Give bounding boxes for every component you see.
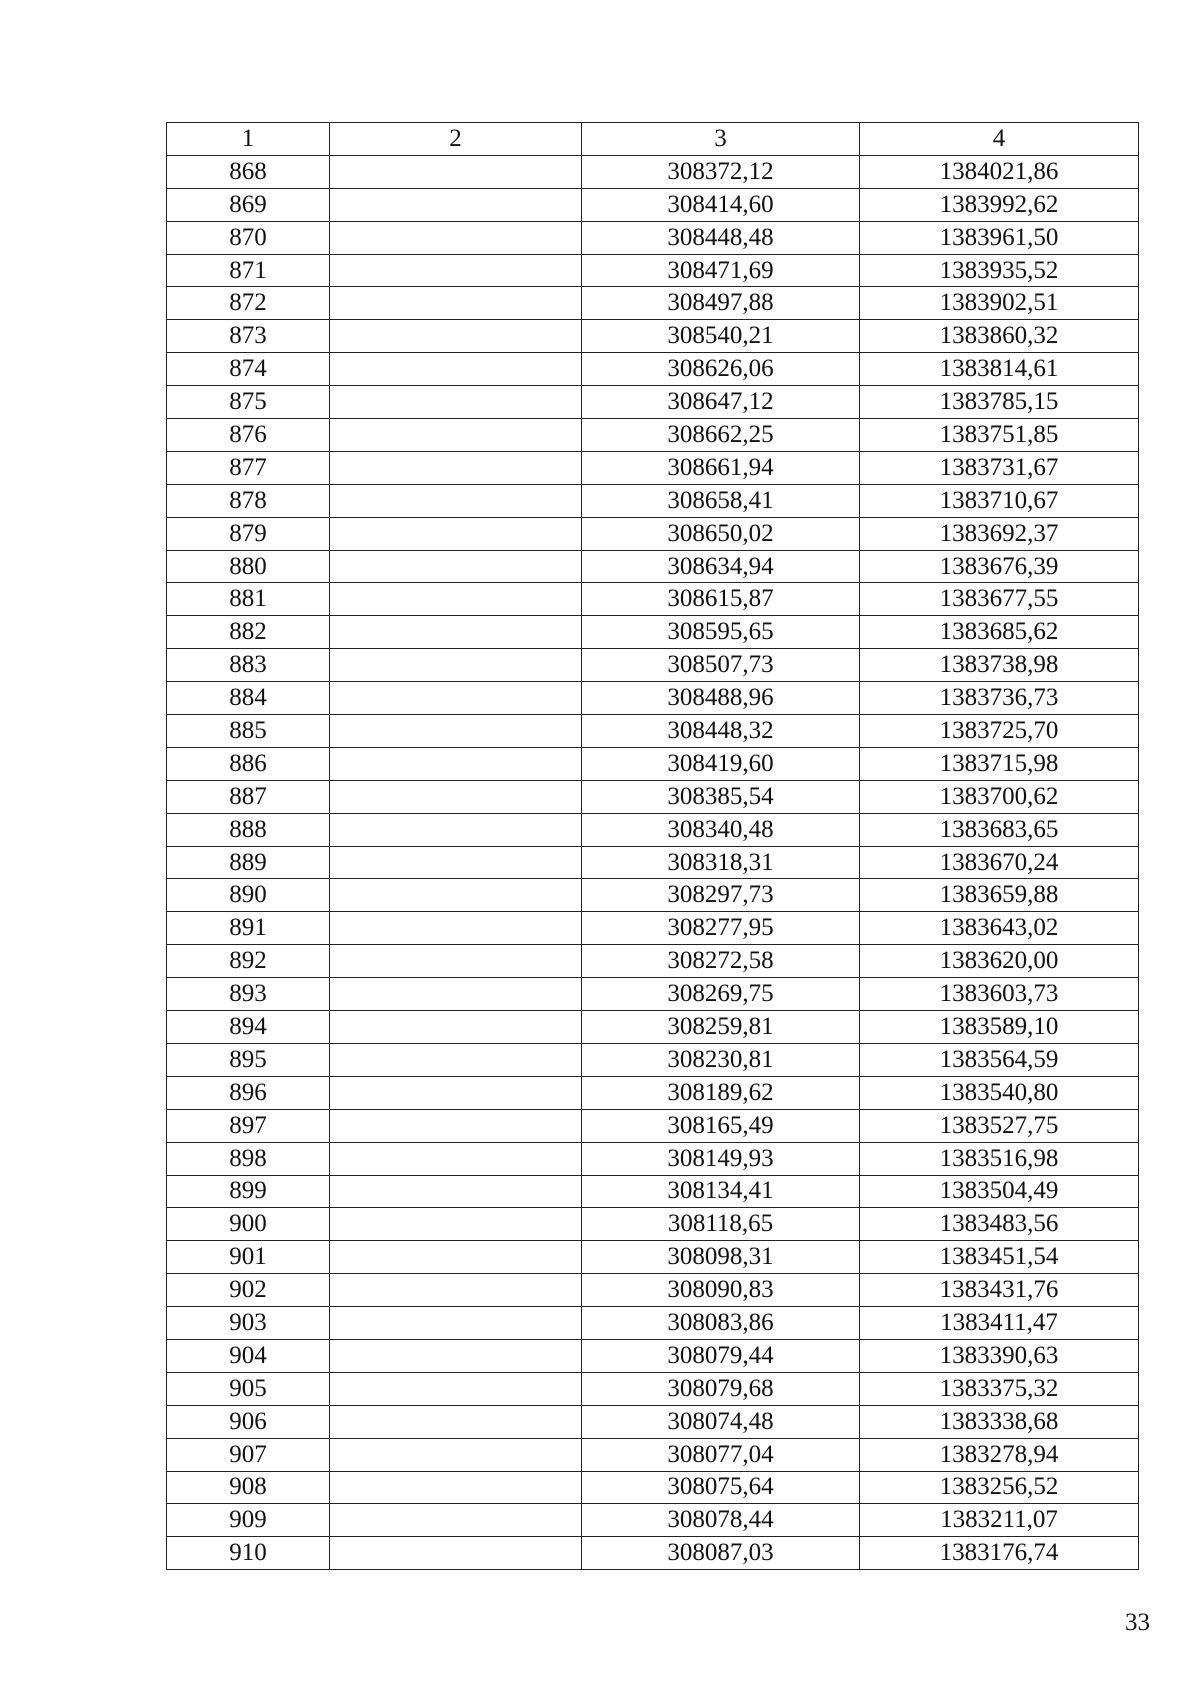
x-coordinate-cell: 308540,21 <box>582 320 860 353</box>
description-cell <box>330 583 582 616</box>
y-coordinate-cell: 1383961,50 <box>860 221 1139 254</box>
point-number-cell: 908 <box>167 1471 330 1504</box>
y-coordinate-cell: 1383390,63 <box>860 1339 1139 1372</box>
y-coordinate-cell: 1383540,80 <box>860 1076 1139 1109</box>
table-row <box>167 451 1139 484</box>
y-coordinate-cell: 1383527,75 <box>860 1109 1139 1142</box>
table-row <box>167 649 1139 682</box>
point-number-cell: 878 <box>167 484 330 517</box>
column-header-3: 3 <box>582 123 860 156</box>
page-number: 33 <box>1125 1609 1150 1636</box>
y-coordinate-cell: 1383211,07 <box>860 1504 1139 1537</box>
table-row <box>167 1241 1139 1274</box>
description-cell <box>330 879 582 912</box>
point-number-cell: 870 <box>167 221 330 254</box>
x-coordinate-cell: 308634,94 <box>582 550 860 583</box>
table-row <box>167 682 1139 715</box>
y-coordinate-cell: 1383725,70 <box>860 715 1139 748</box>
table-row <box>167 386 1139 419</box>
table-row <box>167 1142 1139 1175</box>
y-coordinate-cell: 1383785,15 <box>860 386 1139 419</box>
description-cell <box>330 287 582 320</box>
x-coordinate-cell: 308318,31 <box>582 846 860 879</box>
x-coordinate-cell: 308087,03 <box>582 1537 860 1570</box>
x-coordinate-cell: 308090,83 <box>582 1274 860 1307</box>
point-number-cell: 903 <box>167 1307 330 1340</box>
x-coordinate-cell: 308488,96 <box>582 682 860 715</box>
description-cell <box>330 517 582 550</box>
description-cell <box>330 484 582 517</box>
x-coordinate-cell: 308277,95 <box>582 912 860 945</box>
table-row <box>167 287 1139 320</box>
description-cell <box>330 616 582 649</box>
x-coordinate-cell: 308118,65 <box>582 1208 860 1241</box>
description-cell <box>330 353 582 386</box>
table-row <box>167 1043 1139 1076</box>
x-coordinate-cell: 308075,64 <box>582 1471 860 1504</box>
table-row <box>167 780 1139 813</box>
y-coordinate-cell: 1383992,62 <box>860 188 1139 221</box>
y-coordinate-cell: 1383676,39 <box>860 550 1139 583</box>
x-coordinate-cell: 308297,73 <box>582 879 860 912</box>
point-number-cell: 902 <box>167 1274 330 1307</box>
x-coordinate-cell: 308662,25 <box>582 419 860 452</box>
y-coordinate-cell: 1383814,61 <box>860 353 1139 386</box>
table-row <box>167 1175 1139 1208</box>
y-coordinate-cell: 1383256,52 <box>860 1471 1139 1504</box>
y-coordinate-cell: 1383620,00 <box>860 945 1139 978</box>
x-coordinate-cell: 308471,69 <box>582 254 860 287</box>
table-row <box>167 254 1139 287</box>
x-coordinate-cell: 308340,48 <box>582 813 860 846</box>
y-coordinate-cell: 1383700,62 <box>860 780 1139 813</box>
description-cell <box>330 1208 582 1241</box>
y-coordinate-cell: 1383564,59 <box>860 1043 1139 1076</box>
description-cell <box>330 978 582 1011</box>
table-row <box>167 353 1139 386</box>
coordinates-table <box>166 122 1139 1570</box>
description-cell <box>330 1142 582 1175</box>
point-number-cell: 894 <box>167 1011 330 1044</box>
point-number-cell: 883 <box>167 649 330 682</box>
table-row <box>167 945 1139 978</box>
table-row <box>167 517 1139 550</box>
y-coordinate-cell: 1383710,67 <box>860 484 1139 517</box>
x-coordinate-cell: 308448,32 <box>582 715 860 748</box>
y-coordinate-cell: 1383278,94 <box>860 1438 1139 1471</box>
point-number-cell: 896 <box>167 1076 330 1109</box>
table-row <box>167 155 1139 188</box>
table-row <box>167 1471 1139 1504</box>
column-header-2: 2 <box>330 123 582 156</box>
table-row <box>167 1504 1139 1537</box>
point-number-cell: 880 <box>167 550 330 583</box>
table-row <box>167 978 1139 1011</box>
point-number-cell: 891 <box>167 912 330 945</box>
description-cell <box>330 1372 582 1405</box>
y-coordinate-cell: 1383731,67 <box>860 451 1139 484</box>
table-row <box>167 1438 1139 1471</box>
x-coordinate-cell: 308650,02 <box>582 517 860 550</box>
y-coordinate-cell: 1383685,62 <box>860 616 1139 649</box>
point-number-cell: 887 <box>167 780 330 813</box>
x-coordinate-cell: 308259,81 <box>582 1011 860 1044</box>
description-cell <box>330 386 582 419</box>
column-header-4: 4 <box>860 123 1139 156</box>
x-coordinate-cell: 308149,93 <box>582 1142 860 1175</box>
point-number-cell: 874 <box>167 353 330 386</box>
y-coordinate-cell: 1383516,98 <box>860 1142 1139 1175</box>
point-number-cell: 910 <box>167 1537 330 1570</box>
x-coordinate-cell: 308615,87 <box>582 583 860 616</box>
description-cell <box>330 846 582 879</box>
description-cell <box>330 1438 582 1471</box>
y-coordinate-cell: 1383751,85 <box>860 419 1139 452</box>
description-cell <box>330 1504 582 1537</box>
table-row <box>167 1109 1139 1142</box>
table-row <box>167 1372 1139 1405</box>
point-number-cell: 882 <box>167 616 330 649</box>
description-cell <box>330 419 582 452</box>
table-row <box>167 1405 1139 1438</box>
table-row <box>167 1274 1139 1307</box>
x-coordinate-cell: 308269,75 <box>582 978 860 1011</box>
table-row <box>167 813 1139 846</box>
y-coordinate-cell: 1383692,37 <box>860 517 1139 550</box>
y-coordinate-cell: 1383902,51 <box>860 287 1139 320</box>
table-body <box>167 155 1139 1569</box>
point-number-cell: 895 <box>167 1043 330 1076</box>
table-row <box>167 1076 1139 1109</box>
description-cell <box>330 1274 582 1307</box>
point-number-cell: 898 <box>167 1142 330 1175</box>
description-cell <box>330 1405 582 1438</box>
point-number-cell: 901 <box>167 1241 330 1274</box>
description-cell <box>330 320 582 353</box>
column-header-1: 1 <box>167 123 330 156</box>
point-number-cell: 886 <box>167 747 330 780</box>
x-coordinate-cell: 308272,58 <box>582 945 860 978</box>
table-row <box>167 221 1139 254</box>
description-cell <box>330 1076 582 1109</box>
point-number-cell: 868 <box>167 155 330 188</box>
y-coordinate-cell: 1383683,65 <box>860 813 1139 846</box>
point-number-cell: 877 <box>167 451 330 484</box>
description-cell <box>330 945 582 978</box>
table-row <box>167 715 1139 748</box>
x-coordinate-cell: 308419,60 <box>582 747 860 780</box>
description-cell <box>330 1043 582 1076</box>
point-number-cell: 869 <box>167 188 330 221</box>
description-cell <box>330 254 582 287</box>
point-number-cell: 885 <box>167 715 330 748</box>
point-number-cell: 899 <box>167 1175 330 1208</box>
y-coordinate-cell: 1384021,86 <box>860 155 1139 188</box>
point-number-cell: 904 <box>167 1339 330 1372</box>
y-coordinate-cell: 1383715,98 <box>860 747 1139 780</box>
table-row <box>167 484 1139 517</box>
table-row <box>167 188 1139 221</box>
y-coordinate-cell: 1383589,10 <box>860 1011 1139 1044</box>
description-cell <box>330 649 582 682</box>
point-number-cell: 872 <box>167 287 330 320</box>
x-coordinate-cell: 308083,86 <box>582 1307 860 1340</box>
description-cell <box>330 1339 582 1372</box>
description-cell <box>330 1241 582 1274</box>
y-coordinate-cell: 1383670,24 <box>860 846 1139 879</box>
description-cell <box>330 682 582 715</box>
table-row <box>167 419 1139 452</box>
table-header-row <box>167 123 1139 156</box>
x-coordinate-cell: 308661,94 <box>582 451 860 484</box>
point-number-cell: 889 <box>167 846 330 879</box>
point-number-cell: 879 <box>167 517 330 550</box>
x-coordinate-cell: 308414,60 <box>582 188 860 221</box>
y-coordinate-cell: 1383860,32 <box>860 320 1139 353</box>
x-coordinate-cell: 308074,48 <box>582 1405 860 1438</box>
table-row <box>167 616 1139 649</box>
description-cell <box>330 188 582 221</box>
y-coordinate-cell: 1383451,54 <box>860 1241 1139 1274</box>
x-coordinate-cell: 308165,49 <box>582 1109 860 1142</box>
x-coordinate-cell: 308448,48 <box>582 221 860 254</box>
description-cell <box>330 747 582 780</box>
x-coordinate-cell: 308077,04 <box>582 1438 860 1471</box>
y-coordinate-cell: 1383738,98 <box>860 649 1139 682</box>
point-number-cell: 884 <box>167 682 330 715</box>
description-cell <box>330 1471 582 1504</box>
table-row <box>167 320 1139 353</box>
y-coordinate-cell: 1383659,88 <box>860 879 1139 912</box>
description-cell <box>330 1109 582 1142</box>
point-number-cell: 893 <box>167 978 330 1011</box>
description-cell <box>330 715 582 748</box>
point-number-cell: 909 <box>167 1504 330 1537</box>
x-coordinate-cell: 308658,41 <box>582 484 860 517</box>
table-row <box>167 1011 1139 1044</box>
table-row <box>167 1339 1139 1372</box>
description-cell <box>330 1175 582 1208</box>
table-row <box>167 879 1139 912</box>
point-number-cell: 881 <box>167 583 330 616</box>
y-coordinate-cell: 1383411,47 <box>860 1307 1139 1340</box>
table-row <box>167 747 1139 780</box>
description-cell <box>330 780 582 813</box>
x-coordinate-cell: 308497,88 <box>582 287 860 320</box>
table-row <box>167 583 1139 616</box>
x-coordinate-cell: 308372,12 <box>582 155 860 188</box>
y-coordinate-cell: 1383677,55 <box>860 583 1139 616</box>
description-cell <box>330 1011 582 1044</box>
table-row <box>167 1307 1139 1340</box>
x-coordinate-cell: 308078,44 <box>582 1504 860 1537</box>
description-cell <box>330 221 582 254</box>
x-coordinate-cell: 308189,62 <box>582 1076 860 1109</box>
y-coordinate-cell: 1383375,32 <box>860 1372 1139 1405</box>
point-number-cell: 871 <box>167 254 330 287</box>
x-coordinate-cell: 308098,31 <box>582 1241 860 1274</box>
x-coordinate-cell: 308595,65 <box>582 616 860 649</box>
x-coordinate-cell: 308079,44 <box>582 1339 860 1372</box>
y-coordinate-cell: 1383935,52 <box>860 254 1139 287</box>
x-coordinate-cell: 308079,68 <box>582 1372 860 1405</box>
x-coordinate-cell: 308507,73 <box>582 649 860 682</box>
y-coordinate-cell: 1383736,73 <box>860 682 1139 715</box>
description-cell <box>330 1307 582 1340</box>
description-cell <box>330 451 582 484</box>
y-coordinate-cell: 1383431,76 <box>860 1274 1139 1307</box>
y-coordinate-cell: 1383643,02 <box>860 912 1139 945</box>
description-cell <box>330 912 582 945</box>
point-number-cell: 873 <box>167 320 330 353</box>
description-cell <box>330 550 582 583</box>
table-row <box>167 846 1139 879</box>
point-number-cell: 907 <box>167 1438 330 1471</box>
table-row <box>167 912 1139 945</box>
point-number-cell: 875 <box>167 386 330 419</box>
table-row <box>167 1208 1139 1241</box>
point-number-cell: 892 <box>167 945 330 978</box>
x-coordinate-cell: 308647,12 <box>582 386 860 419</box>
table-row <box>167 1537 1139 1570</box>
point-number-cell: 890 <box>167 879 330 912</box>
point-number-cell: 888 <box>167 813 330 846</box>
x-coordinate-cell: 308230,81 <box>582 1043 860 1076</box>
point-number-cell: 897 <box>167 1109 330 1142</box>
y-coordinate-cell: 1383176,74 <box>860 1537 1139 1570</box>
y-coordinate-cell: 1383603,73 <box>860 978 1139 1011</box>
x-coordinate-cell: 308385,54 <box>582 780 860 813</box>
point-number-cell: 905 <box>167 1372 330 1405</box>
x-coordinate-cell: 308134,41 <box>582 1175 860 1208</box>
y-coordinate-cell: 1383504,49 <box>860 1175 1139 1208</box>
point-number-cell: 906 <box>167 1405 330 1438</box>
table-row <box>167 550 1139 583</box>
description-cell <box>330 813 582 846</box>
y-coordinate-cell: 1383338,68 <box>860 1405 1139 1438</box>
x-coordinate-cell: 308626,06 <box>582 353 860 386</box>
point-number-cell: 900 <box>167 1208 330 1241</box>
description-cell <box>330 1537 582 1570</box>
point-number-cell: 876 <box>167 419 330 452</box>
y-coordinate-cell: 1383483,56 <box>860 1208 1139 1241</box>
description-cell <box>330 155 582 188</box>
